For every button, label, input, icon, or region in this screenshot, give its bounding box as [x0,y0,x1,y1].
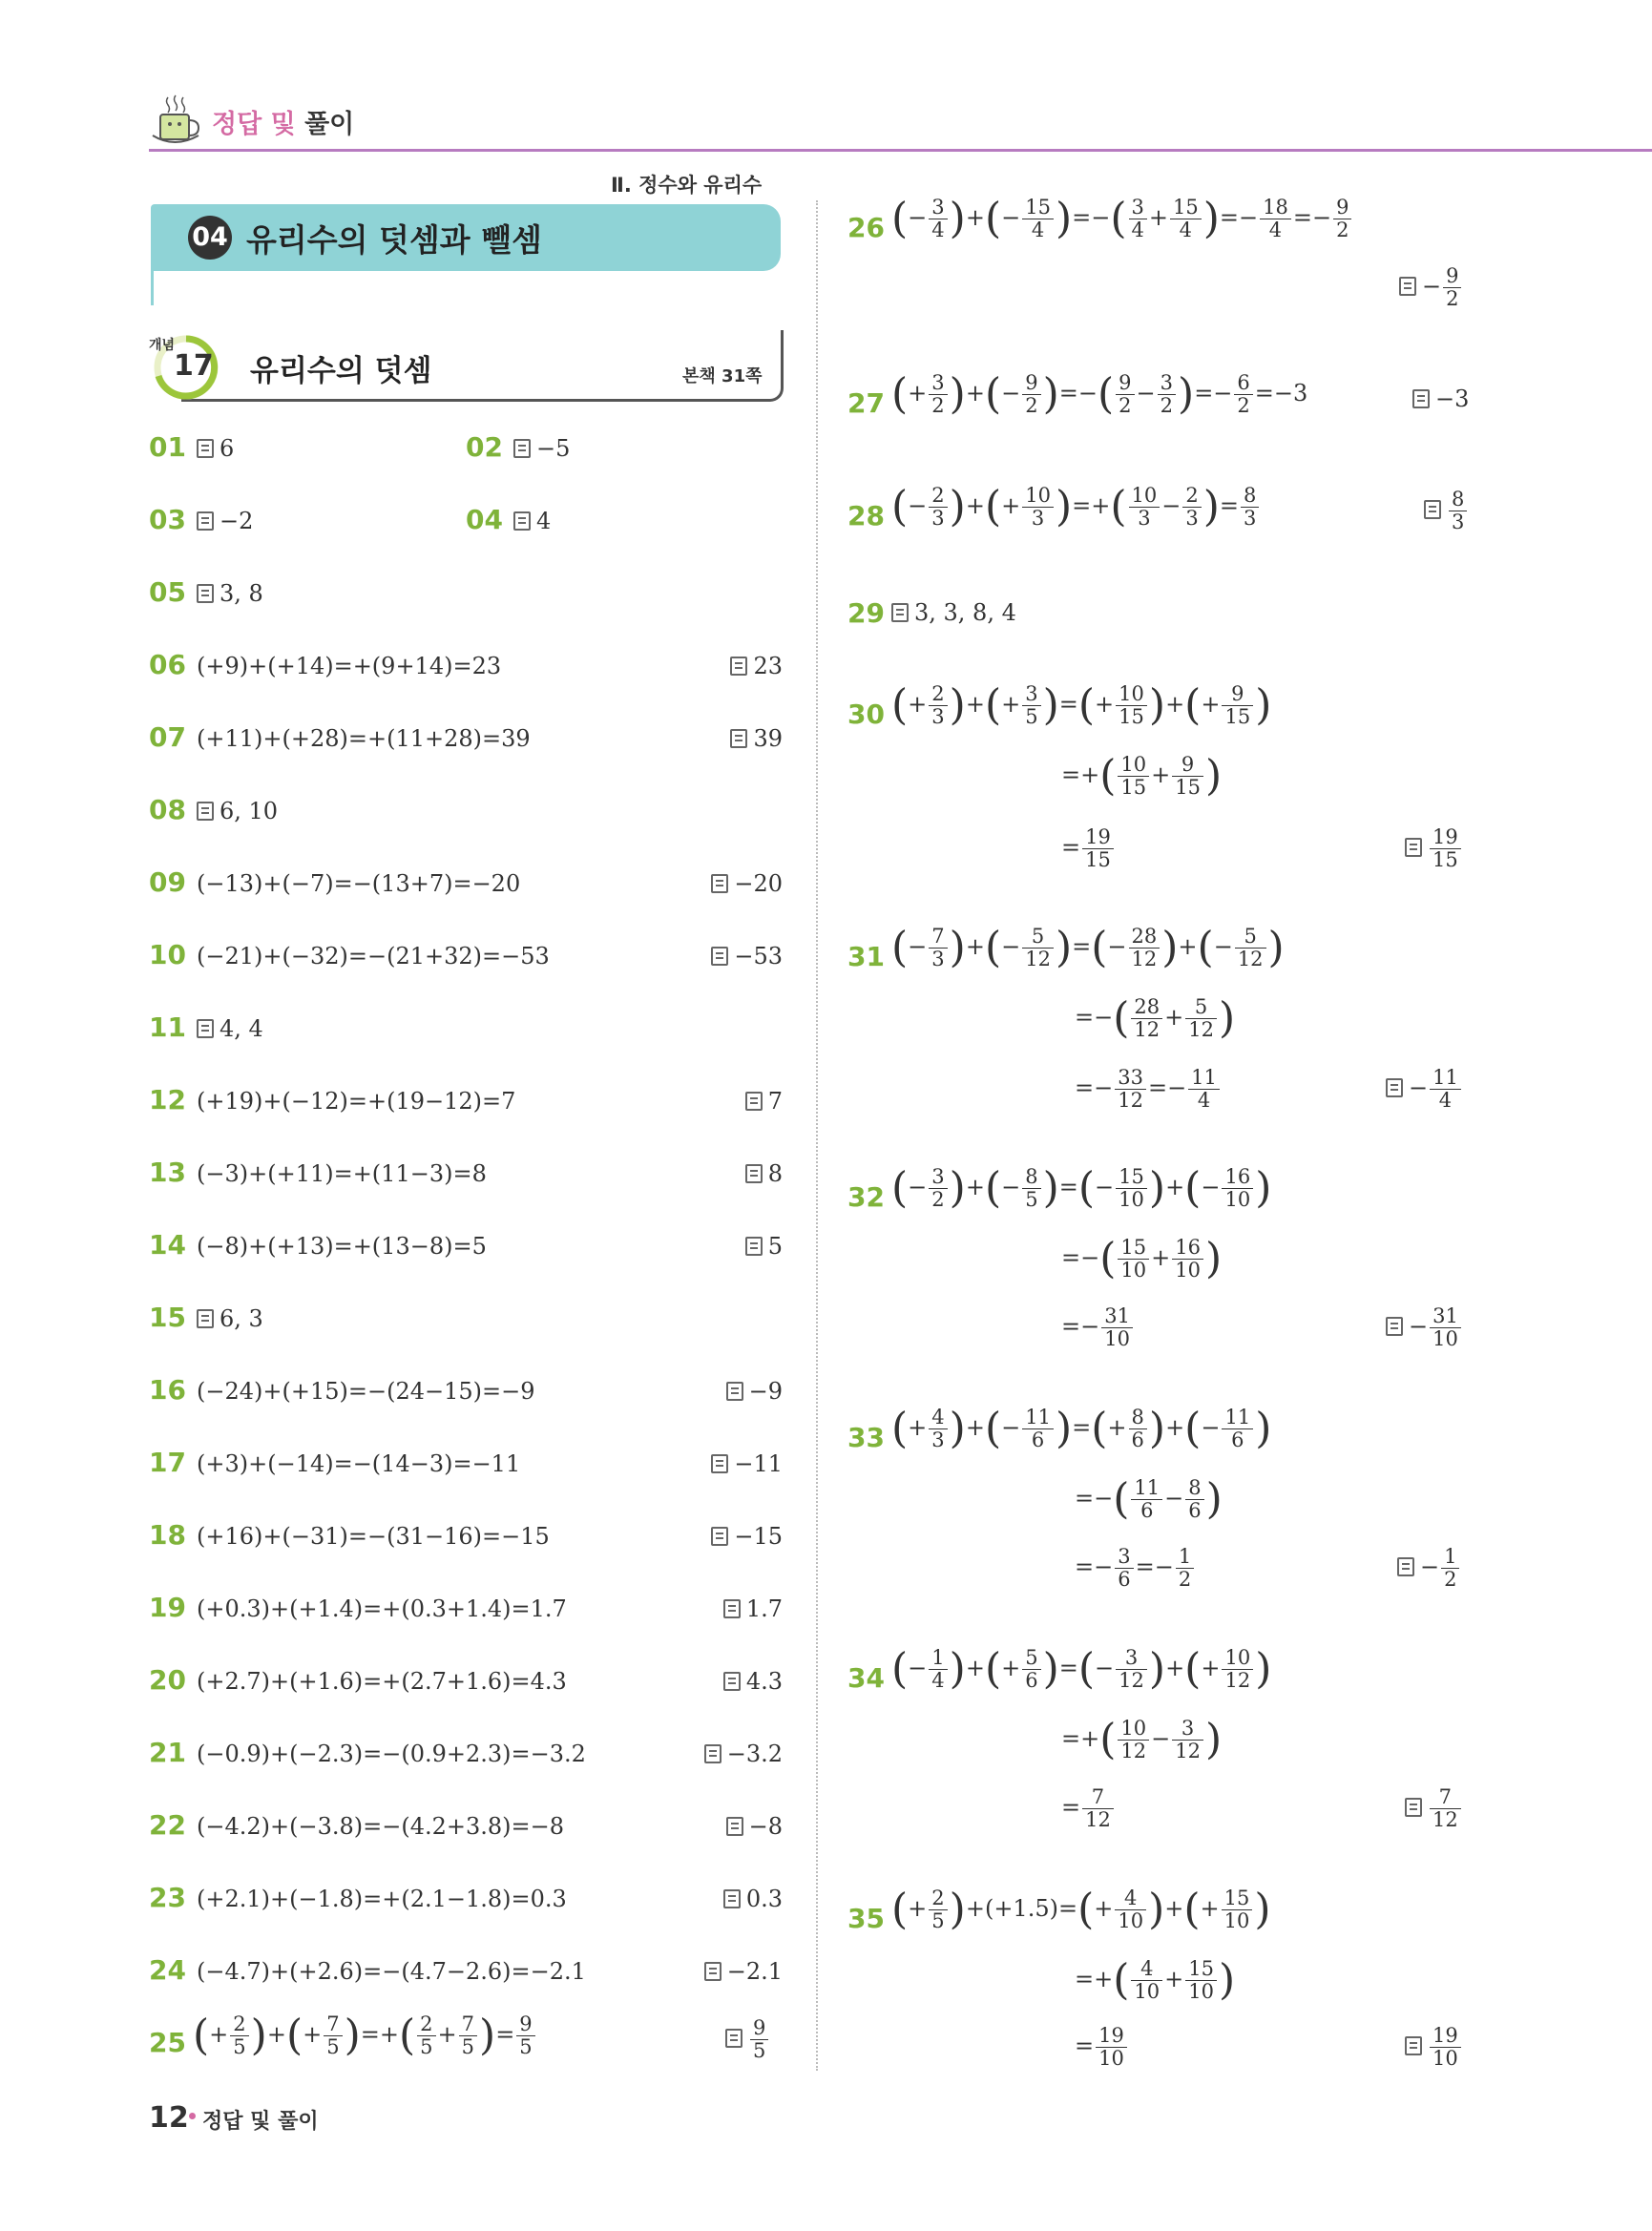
problem-expression: (−4.7)+(+2.6)=−(4.7−2.6)=−2.1 [197,1958,586,1985]
answer-value: 4.3 [745,1668,783,1695]
problem-expression: (+16)+(−31)=−(31−16)=−15 [197,1523,550,1550]
problem-number: 34 [847,1662,885,1694]
answer-value: 4, 4 [220,1015,263,1042]
answer-box-icon [891,603,909,622]
problem-number: 12 [149,1084,186,1116]
concept-number: 17 [174,349,214,383]
problem-expression: (+19)+(−12)=+(19−12)=7 [197,1088,516,1115]
answer-box-icon [1405,838,1422,857]
concept-page-ref: 본책 31쪽 [682,366,763,386]
problem-28-expr: (− $\frac{2}{3}$ )+(+ $\frac{10}{3}$ )=+( $\frac{10}{3}$ − $\frac{2}{3}$ )= $\frac{8}{3}$ [891,485,1261,530]
problem-35-expr-line3: = $\frac{19}{10}$ [1075,2025,1129,2070]
problem-expression: (−8)+(+13)=+(13−8)=5 [197,1233,487,1260]
problem-expression: (+9)+(+14)=+(9+14)=23 [197,653,502,679]
problem-answer [197,580,263,607]
header-divider [149,149,1652,152]
answer-box-icon [513,511,531,531]
problem-number: 17 [149,1447,186,1478]
problem-26-expr: (− $\frac{3}{4}$ )+(− $\frac{15}{4}$ )=−( $\frac{3}{4}$ + $\frac{15}{4}$ )=− $\frac{18}{4}$ =− $\frac{9}{2}$ [891,197,1353,241]
page-number: 12 [149,2101,189,2135]
answer-value: 23 [753,653,783,679]
problem-expression: (+2.1)+(−1.8)=+(2.1−1.8)=0.3 [197,1886,567,1912]
problem-number: 18 [149,1519,186,1551]
concept-small-label: 개념 [149,338,176,353]
problem-number: 25 [149,2027,186,2058]
problem-number: 23 [149,1882,186,1913]
problem-33-expr-line1: (+ $\frac{4}{3}$ )+(− $\frac{11}{6}$ )=(+ $\frac{8}{6}$ )+(− $\frac{11}{6}$ ) [891,1404,1272,1453]
problem-32-expr-line1: (− $\frac{3}{2}$ )+(− $\frac{8}{5}$ )=(− $\frac{15}{10}$ )+(− $\frac{16}{10}$ ) [891,1163,1272,1213]
problem-answer [730,653,783,679]
answer-box-icon [711,1527,728,1546]
column-divider [816,200,818,2071]
problem-35-expr-line2: =+( $\frac{4}{10}$ + $\frac{15}{10}$ ) [1075,1955,1236,2005]
answer-value: 6 [220,435,235,462]
problem-34-expr-line3: = $\frac{7}{12}$ [1061,1786,1116,1831]
problem-number: 33 [847,1422,885,1453]
problem-answer [723,1595,783,1622]
answer-box-icon [745,1237,763,1256]
problem-expression: (−4.2)+(−3.8)=−(4.2+3.8)=−8 [197,1813,564,1840]
problem-answer [197,798,278,824]
problem-number: 24 [149,1954,186,1986]
problem-number: 21 [149,1737,186,1768]
answer-box-icon [1412,389,1430,408]
problem-number: 03 [149,504,186,535]
answer-value: −20 [734,870,783,897]
section-title: 유리수의 덧셈과 뺄셈 [246,221,542,259]
problem-answer [726,1813,783,1840]
problem-expression: (−3)+(+11)=+(11−3)=8 [197,1160,487,1187]
problem-answer [711,943,783,970]
problem-answer [745,1160,783,1187]
problem-number: 31 [847,941,885,972]
problem-30-expr-line3: = $\frac{19}{15}$ [1061,826,1116,871]
answer-box-icon [725,2029,742,2048]
problem-30-expr-line1: (+ $\frac{2}{3}$ )+(+ $\frac{3}{5}$ )=(+ $\frac{10}{15}$ )+(+ $\frac{9}{15}$ ) [891,680,1272,730]
header-title [212,103,354,140]
problem-number: 07 [149,721,186,753]
problem-32-answer: − $\frac{31}{10}$ [1386,1305,1463,1350]
problem-expression: (−13)+(−7)=−(13+7)=−20 [197,870,521,897]
problem-33-expr-line2: =−( $\frac{11}{6}$ − $\frac{8}{6}$ ) [1075,1474,1223,1524]
answer-box-icon [730,729,747,748]
problem-33-answer: − $\frac{1}{2}$ [1397,1546,1461,1591]
problem-answer [513,435,570,462]
problem-31-expr-line2: =−( $\frac{28}{12}$ + $\frac{5}{12}$ ) [1075,993,1236,1043]
problem-number: 22 [149,1809,186,1841]
answer-box-icon [711,874,728,893]
problem-33-expr-line3: =− $\frac{3}{6}$ =− $\frac{1}{2}$ [1075,1546,1196,1591]
answer-value: −15 [734,1523,783,1550]
problem-27-answer: −3 [1412,386,1469,412]
problem-32-expr-line2: =−( $\frac{15}{10}$ + $\frac{16}{10}$ ) [1061,1234,1223,1283]
problem-answer [197,1015,263,1042]
problem-31-expr-line1: (− $\frac{7}{3}$ )+(− $\frac{5}{12}$ )=(− $\frac{28}{12}$ )+(− $\frac{5}{12}$ ) [891,923,1285,972]
answer-value: −2 [220,508,254,534]
answer-box-icon [1424,500,1441,519]
problem-30-answer: $\frac{19}{15}$ [1405,826,1463,871]
problem-29-answer: 3, 3, 8, 4 [891,599,1016,626]
problem-number: 14 [149,1229,186,1261]
problem-expression: (−24)+(+15)=−(24−15)=−9 [197,1378,535,1405]
answer-value: −9 [748,1378,783,1405]
answer-value: −2.1 [726,1958,783,1985]
problem-answer [745,1233,783,1260]
answer-box-icon [723,1672,741,1691]
answer-value: 3, 8 [220,580,263,607]
answer-box-icon [197,1019,214,1038]
problem-31-answer: − $\frac{11}{4}$ [1386,1067,1463,1112]
problem-answer [197,508,253,534]
problem-number: 20 [149,1664,186,1696]
answer-value: 7 [767,1088,783,1115]
problem-number: 29 [847,597,885,629]
problem-answer [745,1088,783,1115]
answer-box-icon [1399,277,1416,296]
problem-35-answer: $\frac{19}{10}$ [1405,2025,1463,2070]
answer-value: 39 [753,725,783,752]
answer-value: −8 [748,1813,783,1840]
mug-logo-icon [149,92,204,151]
answer-value: 4 [536,508,552,534]
answer-value: 6, 10 [220,798,279,824]
problem-26-answer: − $\frac{9}{2}$ [1399,265,1463,310]
problem-number: 06 [149,649,186,680]
header-title-part1: 정답 [212,110,262,139]
problem-answer [723,1886,783,1912]
problem-number: 08 [149,794,186,825]
problem-28-answer: $\frac{8}{3}$ [1424,489,1469,533]
problem-answer [711,1523,783,1550]
answer-box-icon [704,1744,721,1763]
problem-expression: (+3)+(−14)=−(14−3)=−11 [197,1450,521,1477]
problem-25-answer: $\frac{9}{5}$ [725,2017,770,2062]
problem-34-expr-line2: =+( $\frac{10}{12}$ − $\frac{3}{12}$ ) [1061,1715,1223,1764]
answer-value: 5 [767,1233,783,1260]
answer-box-icon [1386,1317,1403,1336]
answer-box-icon [197,1309,214,1328]
answer-box-icon [726,1382,743,1401]
answer-box-icon [1405,2036,1422,2055]
problem-number: 11 [149,1011,186,1043]
problem-number: 01 [149,431,186,463]
answer-value: 6, 3 [220,1305,263,1332]
answer-box-icon [197,511,214,531]
problem-number: 26 [847,212,885,243]
problem-number: 02 [466,431,503,463]
answer-box-icon [197,439,214,458]
problem-number: 32 [847,1181,885,1213]
problem-32-expr-line3: =− $\frac{31}{10}$ [1061,1305,1135,1350]
answer-box-icon [1405,1798,1422,1817]
problem-number: 09 [149,866,186,898]
problem-number: 35 [847,1903,885,1934]
problem-number: 05 [149,576,186,608]
answer-box-icon [730,657,747,676]
concept-title: 유리수의 덧셈 [250,354,432,388]
problem-number: 13 [149,1157,186,1188]
answer-value: 8 [767,1160,783,1187]
answer-value: −5 [536,435,571,462]
problem-number: 30 [847,698,885,730]
header-title-part2: 및 [270,110,296,139]
answer-box-icon [197,802,214,821]
problem-answer [711,870,783,897]
answer-value: −3.2 [726,1741,783,1767]
answer-box-icon [704,1962,721,1981]
problem-number: 27 [847,387,885,419]
problem-number: 10 [149,939,186,970]
problem-expression: (−21)+(−32)=−(21+32)=−53 [197,943,550,970]
problem-number: 16 [149,1374,186,1406]
problem-answer [730,725,783,752]
problem-31-expr-line3: =− $\frac{33}{12}$ =− $\frac{11}{4}$ [1075,1067,1222,1112]
answer-box-icon [745,1092,763,1111]
problem-answer [197,435,234,462]
problem-expression: (+2.7)+(+1.6)=+(2.7+1.6)=4.3 [197,1668,567,1695]
problem-answer [704,1958,783,1985]
answer-box-icon [513,439,531,458]
answer-box-icon [711,947,728,966]
answer-box-icon [726,1817,743,1836]
answer-box-icon [197,584,214,603]
problem-answer [197,1305,263,1332]
problem-answer [726,1378,783,1405]
problem-34-expr-line1: (− $\frac{1}{4}$ )+(+ $\frac{5}{6}$ )=(− $\frac{3}{12}$ )+(+ $\frac{10}{12}$ ) [891,1644,1272,1694]
section-banner-stem [151,271,154,305]
answer-value: 0.3 [745,1886,783,1912]
problem-number: 19 [149,1592,186,1623]
answer-box-icon [711,1454,728,1473]
footer-text: 정답 및 풀이 [202,2110,319,2134]
problem-number: 04 [466,504,503,535]
problem-30-expr-line2: =+( $\frac{10}{15}$ + $\frac{9}{15}$ ) [1061,751,1223,801]
problem-25-expr: (+ $\frac{2}{5}$ )+(+ $\frac{7}{5}$ )=+( $\frac{2}{5}$ + $\frac{7}{5}$ )= $\frac{9}{5}$ [193,2013,537,2058]
header-title-part3: 풀이 [304,110,355,139]
answer-box-icon [1397,1557,1414,1576]
footer-dot [189,2113,196,2119]
problem-number: 28 [847,500,885,532]
answer-box-icon [1386,1078,1403,1097]
problem-answer [723,1668,783,1695]
problem-expression: (−0.9)+(−2.3)=−(0.9+2.3)=−3.2 [197,1741,586,1767]
answer-value: 1.7 [745,1595,783,1622]
answer-value: −11 [734,1450,783,1477]
problem-answer [513,508,551,534]
problem-35-expr-line1: (+ $\frac{2}{5}$ )+(+1.5)=(+ $\frac{4}{10}$ )+(+ $\frac{15}{10}$ ) [891,1885,1271,1934]
section-badge: 04 [188,216,232,260]
problem-answer [704,1741,783,1767]
answer-value: −53 [734,943,783,970]
problem-answer [711,1450,783,1477]
problem-expression: (+11)+(+28)=+(11+28)=39 [197,725,531,752]
answer-box-icon [723,1599,741,1618]
chapter-label: Ⅱ. 정수와 유리수 [611,174,763,197]
problem-expression: (+0.3)+(+1.4)=+(0.3+1.4)=1.7 [197,1595,567,1622]
problem-34-answer: $\frac{7}{12}$ [1405,1786,1463,1831]
problem-number: 15 [149,1302,186,1333]
problem-27-expr: (+ $\frac{3}{2}$ )+(− $\frac{9}{2}$ )=−( $\frac{9}{2}$ − $\frac{3}{2}$ )=− $\frac{6}{2}$ =−3 [891,369,1308,419]
answer-box-icon [745,1164,763,1183]
answer-box-icon [723,1889,741,1908]
